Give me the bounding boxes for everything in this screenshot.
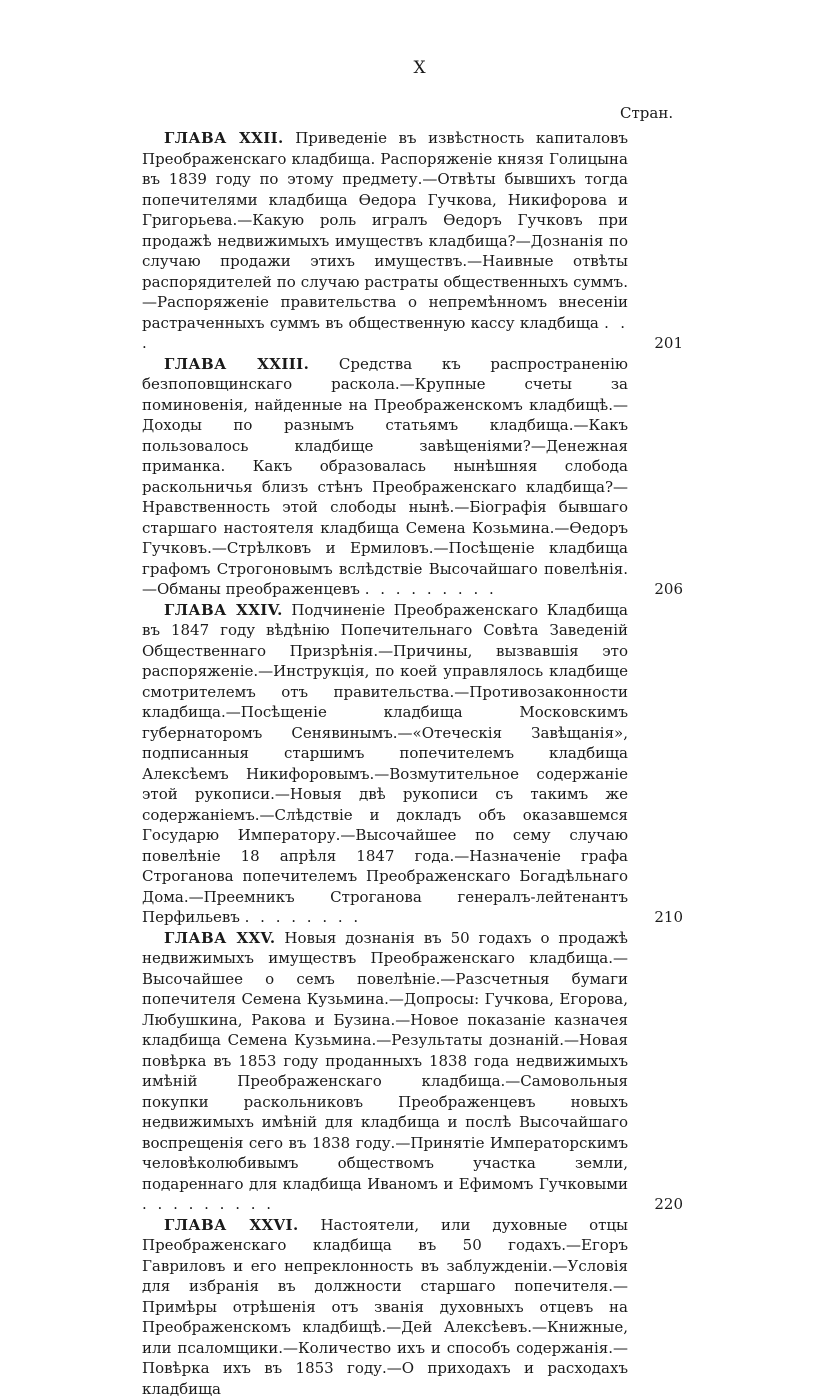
toc-entry-chapter-26 xyxy=(142,1215,628,1399)
page-reference: 206 xyxy=(643,579,683,600)
toc-entry-chapter-23 xyxy=(142,354,628,600)
leader-dots: . . . . . . . . . xyxy=(365,580,497,598)
chapter-summary: Подчиненіе Преображенскаго Кладбища въ 1847 году вѣдѣнію Попечительнаго Совѣта Заведеній Общественнаго Призрѣнія.—Причины, вызвавшія это распоряженіе.—Инструкція, по коей управлялось кладбище смотрителемъ отъ правительства.—Противозаконности кладбища.—Посѣщеніе кладбища Московскимъ губернаторомъ Сенявинымъ.—«Отеческія Завѣщанія», подписанныя старшимъ попечителемъ кладбища Алексѣемъ Никифоровымъ.—Возмутительное содержаніе этой рукописи.—Новыя двѣ рукописи съ такимъ же содержаніемъ.—Слѣдствіе и докладъ объ оказавшемся Государю Императору.—Высочайшее по сему случаю повелѣніе 18 апрѣля 1847 года.—Назначеніе графа Строганова попечителемъ Преображенскаго Богадѣльнаго Дома.—Преемникъ Строганова генералъ-лейтенантъ Перфильевъ xyxy=(142,601,628,927)
chapter-title: ГЛАВА XXIV. xyxy=(164,601,283,619)
table-of-contents xyxy=(142,128,628,1399)
toc-entry-chapter-22 xyxy=(142,128,628,354)
chapter-title: ГЛАВА XXII. xyxy=(164,129,284,147)
page-reference: 210 xyxy=(643,907,683,928)
chapter-title: ГЛАВА XXV. xyxy=(164,929,276,947)
leader-dots: . . . xyxy=(142,314,628,353)
page-reference: 201 xyxy=(643,333,683,354)
leader-dots: . . . . . . . . . xyxy=(142,1195,274,1213)
chapter-summary: Новыя дознанія въ 50 годахъ о продажѣ недвижимыхъ имуществъ Преображенскаго кладбища.—Высочайшее о семъ повелѣніе.—Разсчетныя бумаги попечителя Семена Кузьмина.—Допросы: Гучкова, Егорова, Любушкина, Ракова и Бузина.—Новое показаніе казначея кладбища Семена Кузьмина.—Результаты дознаній.—Новая повѣрка въ 1853 году проданныхъ 1838 года недвижимыхъ имѣній Преображенскаго кладбища.—Самовольныя покупки раскольниковъ Преображенцевъ новыхъ недвижимыхъ имѣній для кладбища и послѣ Высочайшаго воспрещенія сего въ 1838 году.—Принятіе Императорскимъ человѣколюбивымъ обществомъ участка земли, подареннаго для кладбища Иваномъ и Ефимомъ Гучковыми xyxy=(142,929,628,1193)
chapter-title: ГЛАВА XXIII. xyxy=(164,355,309,373)
page-reference: 220 xyxy=(643,1194,683,1215)
chapter-summary: Настоятели, или духовные отцы Преображенскаго кладбища въ 50 годахъ.—Егоръ Гавриловъ и его непреклонность въ заблужденіи.—Условія для избранія въ должности старшаго попечителя.—Примѣры отрѣшенія отъ званія духовныхъ отцевъ на Преображенскомъ кладбищѣ.—Дей Алексѣевъ.—Книжные, или псаломщики.—Количество ихъ и способъ содержанія.—Повѣрка ихъ въ 1853 году.—О приходахъ и расходахъ кладбища xyxy=(142,1216,628,1398)
page-number: X xyxy=(0,58,840,78)
toc-entry-chapter-24 xyxy=(142,600,628,928)
pages-column-header: Стран. xyxy=(620,104,673,122)
leader-dots: . . . . . . . . xyxy=(245,908,362,926)
chapter-summary: Приведеніе въ извѣстность капиталовъ Преображенскаго кладбища. Распоряженіе князя Голицына въ 1839 году по этому предмету.—Отвѣты бывшихъ тогда попечителями кладбища Ѳедора Гучкова, Никифорова и Григорьева.—Какую роль игралъ Ѳедоръ Гучковъ при продажѣ недвижимыхъ имуществъ кладбища?—Дознанія по случаю продажи этихъ имуществъ.—Наивные отвѣты распорядителей по случаю растраты общественныхъ суммъ.—Распоряженіе правительства о непремѣнномъ внесеніи растраченныхъ суммъ въ общественную кассу кладбища xyxy=(142,129,628,332)
chapter-title: ГЛАВА XXVI. xyxy=(164,1216,299,1234)
toc-entry-chapter-25 xyxy=(142,928,628,1215)
chapter-summary: Средства къ распространенію безпоповщинскаго раскола.—Крупные счеты за поминовенія, найденные на Преображенскомъ кладбищѣ.—Доходы по разнымъ статьямъ кладбища.—Какъ пользовалось кладбище завѣщеніями?—Денежная приманка. Какъ образовалась нынѣшняя слобода раскольничья близъ стѣнъ Преображенскаго кладбища?—Нравственность этой слободы нынѣ.—Біографія бывшаго старшаго настоятеля кладбища Семена Козьмина.—Ѳедоръ Гучковъ.—Стрѣлковъ и Ермиловъ.—Посѣщеніе кладбища графомъ Строгоновымъ вслѣдствіе Высочайшаго повелѣнія.—Обманы преображенцевъ xyxy=(142,355,628,599)
